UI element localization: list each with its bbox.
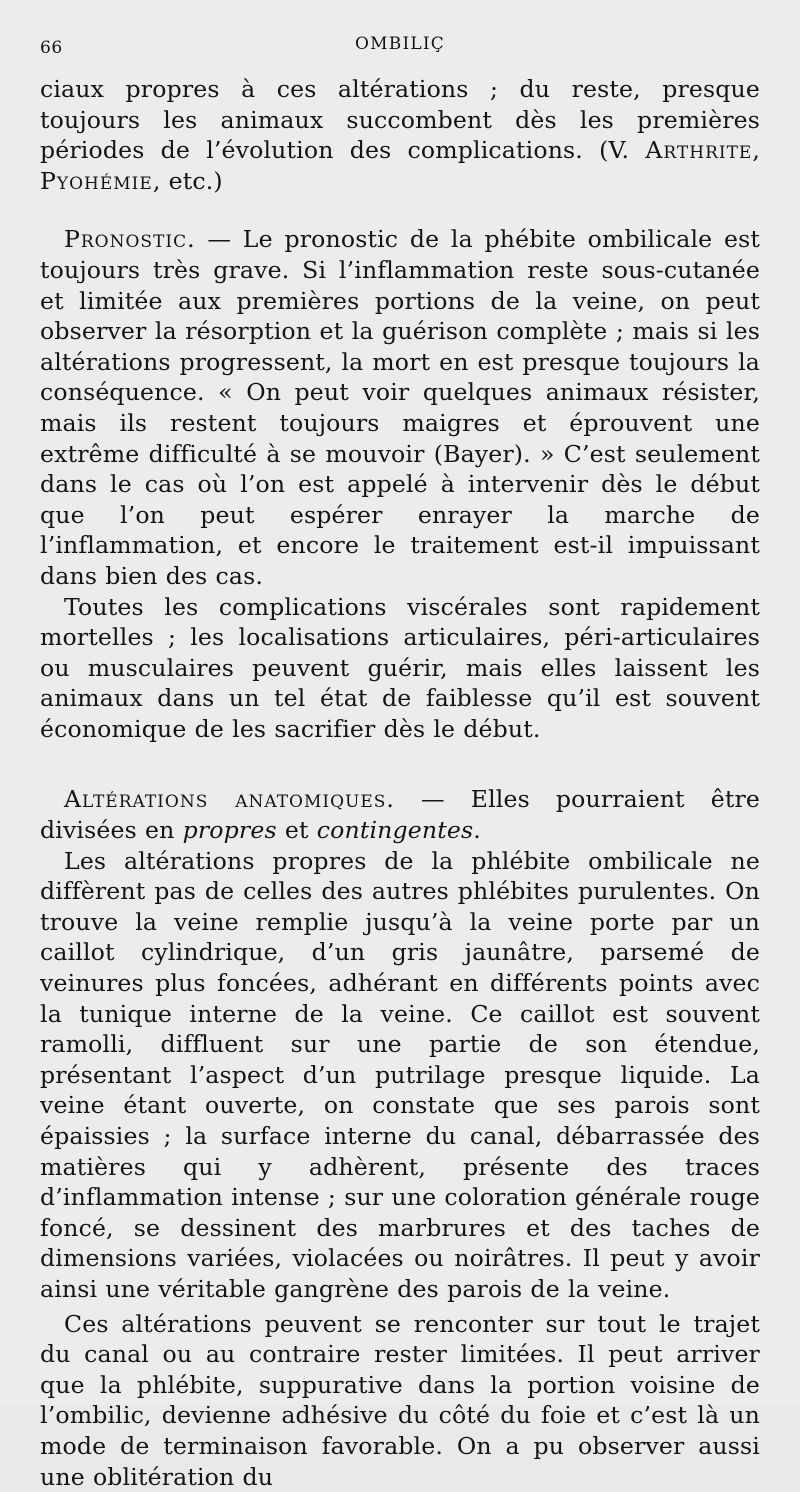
cross-reference-pyohemie: Pyohémie xyxy=(40,166,153,195)
paragraph-text: Les altérations propres de la phlébite ombilicale ne diffèrent pas de celles des autres phlébites purulentes. On trouve la veine remplie jusqu’à la veine porte par un caillot cylindrique, d’un gris jaunâtre, parsemé de veinures plus foncées, adhérant en différents points avec la tunique interne de la veine. Ce caillot est souvent ramolli, diffluent sur une partie de son étendue, présentant l’aspect d’un putrilage presque liquide. La veine étant ouverte, on constate que ses parois sont épaissies ; la surface interne du canal, débarrassée des matières qui y adhèrent, présente des traces d’inflammation intense ; sur une coloration générale rouge foncé, se dessinent des marbrures et des taches de dimensions variées, violacées ou noirâtres. Il peut y avoir ainsi une véritable gangrène des parois de la veine. xyxy=(40,846,760,1303)
paragraph-alterations xyxy=(40,784,760,845)
paragraph-text: . xyxy=(473,816,481,845)
paragraph-localisation xyxy=(40,1309,760,1492)
paragraph-text: , etc.) xyxy=(152,166,223,195)
page-header xyxy=(40,34,760,74)
paragraph-text: — Le pronostic de la phébite ombilicale est toujours très grave. Si l’inflammation reste sous-cutanée et limitée aux premières portions de la veine, on peut observer la résorption et la guérison complète ; mais si les altérations progressent, la mort en est presque toujours la conséquence. « On peut voir quelques animaux résister, mais ils restent toujours maigres et éprouvent une extrême difficulté à se mouvoir (Bayer). » C’est seulement dans le cas où l’on est appelé à intervenir dès le début que l’on peut espérer enrayer la marche de l’inflammation, et encore le traitement est-il impuissant dans bien des cas. xyxy=(40,225,760,590)
paragraph-text: Ces altérations peuvent se renconter sur tout le trajet du canal ou au contraire rester limitées. Il peut arriver que la phlébite, suppurative dans la portion voisine de l’ombilic, devienne adhésive du côté du foie et c’est là un mode de terminaison favorable. On a pu observer aussi une oblitération du xyxy=(40,1309,760,1491)
paragraph-alterations-propres xyxy=(40,846,760,1305)
running-head: OMBILIÇ xyxy=(355,34,445,54)
paragraph-text: — Elles pourraient être divisées en xyxy=(40,785,760,845)
cross-reference-arthrite: Arthrite xyxy=(645,136,753,165)
paragraph-text: et xyxy=(276,816,317,845)
paragraph-complications xyxy=(40,592,760,745)
paragraph-pronostic xyxy=(40,224,760,591)
section-heading-alterations: Altérations anatomiques. xyxy=(64,785,395,814)
section-heading-pronostic: Pronostic. xyxy=(64,225,196,254)
paragraph-text: ciaux propres à ces altérations ; du reste, presque toujours les animaux succombent dès les premières périodes de l’évolution des complications. (V. xyxy=(40,75,760,165)
page-number: 66 xyxy=(40,38,63,58)
spacer xyxy=(40,196,760,224)
separator-text: , xyxy=(752,136,760,165)
paragraph-text: Toutes les complications viscérales sont rapidement mortelles ; les localisations articulaires, péri-articulaires ou musculaires peuvent guérir, mais elles laissent les animaux dans un tel état de faiblesse qu’il est souvent économique de les sacrifier dès le début. xyxy=(40,592,760,743)
emphasis-contingentes: contingentes xyxy=(316,816,474,845)
spacer xyxy=(40,744,760,784)
paragraph-continuation xyxy=(40,74,760,196)
emphasis-propres: propres xyxy=(182,816,277,845)
page-body xyxy=(40,74,760,1492)
